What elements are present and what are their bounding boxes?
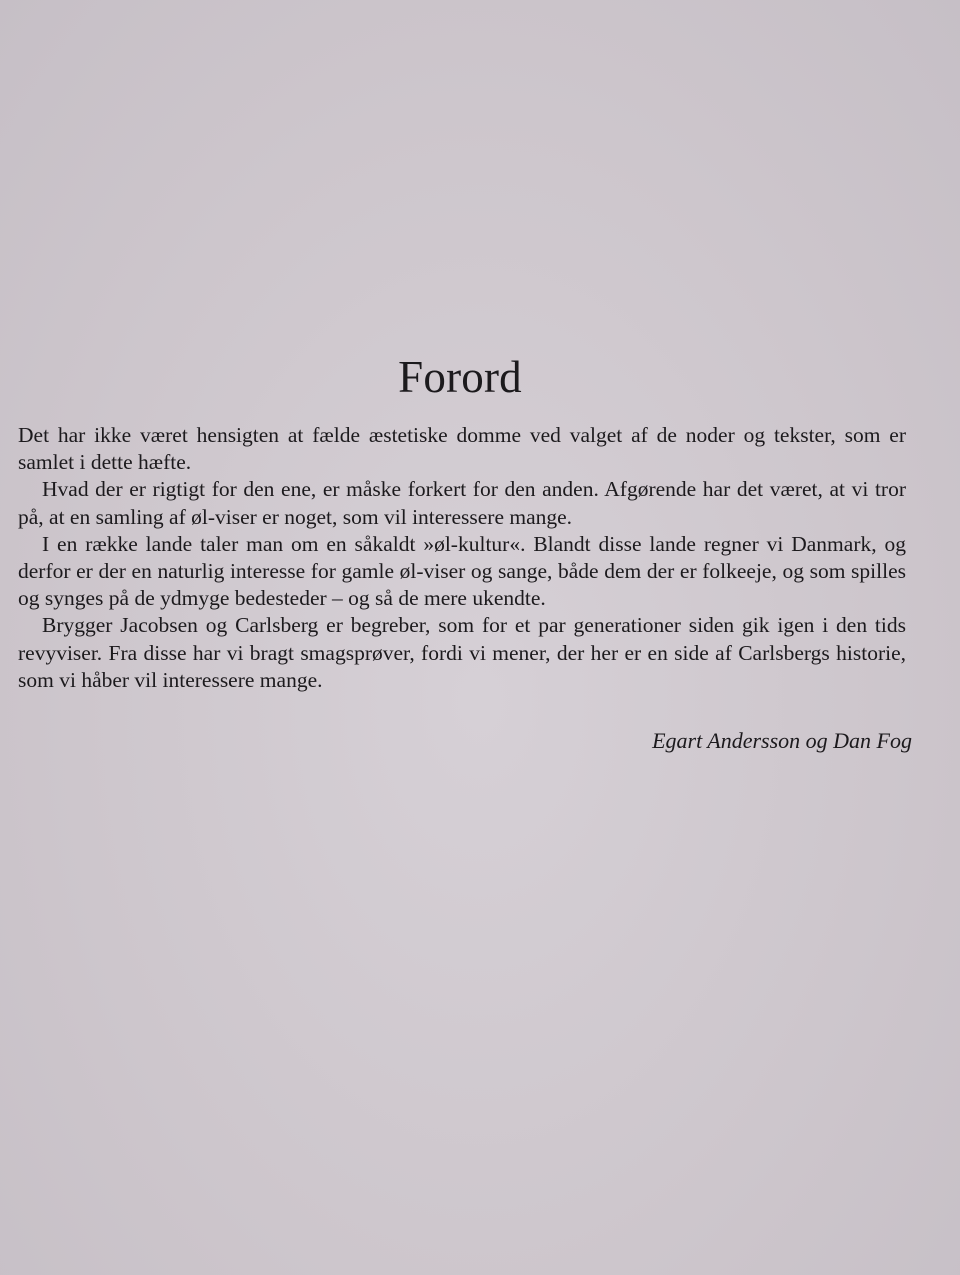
preface-body xyxy=(18,422,906,694)
paragraph-2: Hvad der er rigtigt for den ene, er måske forkert for den anden. Afgørende har det været, at vi tror på, at en samling af øl-viser er noget, som vil interessere mange. xyxy=(18,477,906,529)
paragraph-1: Det har ikke været hensigten at fælde æstetiske domme ved valget af de noder og tekster, som er samlet i dette hæfte. xyxy=(18,423,906,475)
paragraph-3: I en række lande taler man om en såkaldt »øl-kultur«. Blandt disse lande regner vi Danmark, og derfor er der en naturlig interesse for gamle øl-viser og sange, både dem der er folkeeje, og som spilles og synges på de ydmyge bedesteder – og så de mere ukendte. xyxy=(18,531,906,611)
paragraph-4: Brygger Jacobsen og Carlsberg er begreber, som for et par generationer siden gik igen i den tids revyviser. Fra disse har vi bragt smagsprøver, fordi vi mener, der her er en side af Carlsbergs historie, som vi håber vil interessere mange. xyxy=(18,613,906,692)
author-signature: Egart Andersson og Dan Fog xyxy=(652,728,912,753)
page-title: Forord xyxy=(398,352,522,402)
